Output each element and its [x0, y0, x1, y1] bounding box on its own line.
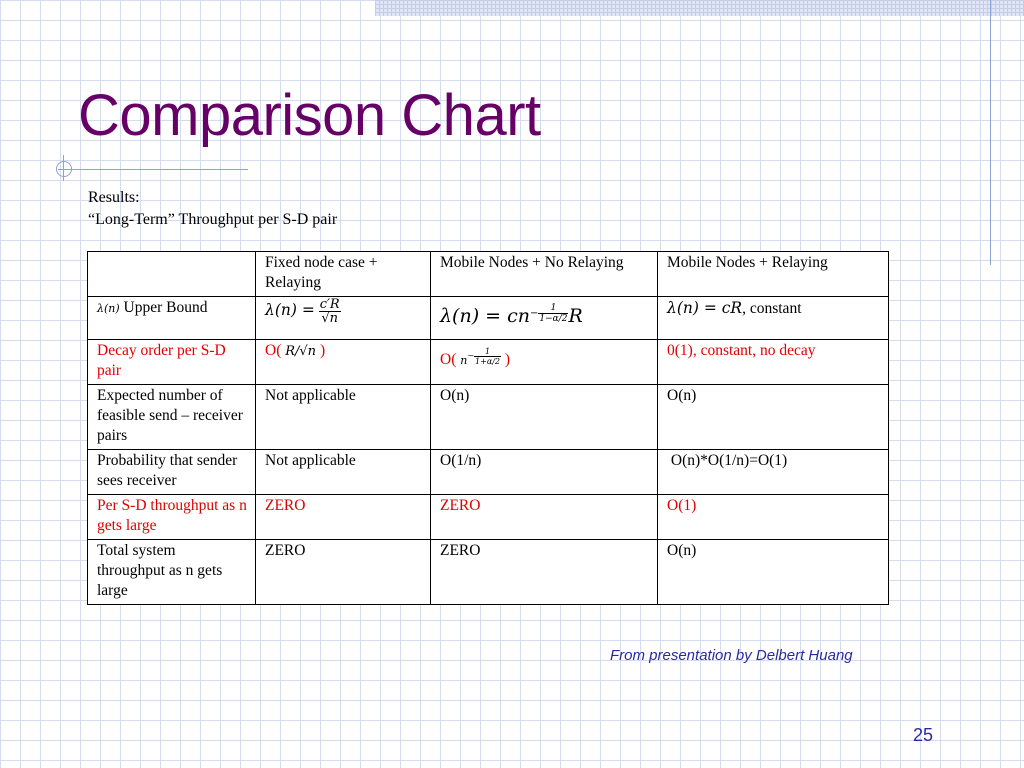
decay-fixed-math: R/√n [285, 344, 317, 359]
relay-bound-text: , constant [742, 300, 802, 317]
relay-bound-math: λ(n) = cR [667, 299, 743, 317]
fixed-bound-denominator: √n [321, 311, 339, 326]
decor-vertical-line [990, 0, 991, 265]
decay-fixed-close: ) [319, 342, 326, 359]
decay-fixed-cell [256, 340, 431, 385]
decay-relay-cell: 0(1), constant, no decay [658, 340, 889, 385]
upper-bound-label-cell [88, 297, 256, 340]
top-decor-band [375, 0, 1024, 16]
fixed-bound-lhs: λ(n) = [265, 301, 315, 320]
decay-no-relay-math: n [460, 354, 468, 368]
row-relay-value: O(n) [658, 540, 889, 605]
upper-bound-fixed-cell [256, 297, 431, 340]
row-label: Per S-D throughput as n gets large [88, 495, 256, 540]
decay-fixed-open: O( [265, 342, 282, 359]
header-mobile-no-relaying: Mobile Nodes + No Relaying [431, 252, 658, 297]
table-row-feasible-pairs [88, 385, 889, 450]
row-label: Total system throughput as n gets large [88, 540, 256, 605]
row-fixed-value: ZERO [256, 540, 431, 605]
no-relay-exp-denominator: 1−α/2 [539, 314, 568, 324]
decor-horizontal-line [58, 169, 248, 170]
no-relay-bound-lhs: λ(n) = cn [440, 305, 530, 328]
table-row-per-sd-throughput [88, 495, 889, 540]
upper-bound-label: Upper Bound [123, 299, 208, 316]
credit-note: From presentation by Delbert Huang [610, 647, 853, 664]
row-relay-value: O(1) [658, 495, 889, 540]
table-row-total-throughput [88, 540, 889, 605]
decay-no-relay-close: ) [504, 351, 511, 369]
no-relay-bound-tail: R [568, 305, 583, 328]
row-no-relay-value: ZERO [431, 540, 658, 605]
header-mobile-relaying: Mobile Nodes + Relaying [658, 252, 889, 297]
row-fixed-value: ZERO [256, 495, 431, 540]
fixed-bound-numerator: c′R [319, 297, 340, 312]
decor-ring-icon [56, 161, 72, 177]
results-subtitle: “Long-Term” Throughput per S-D pair [88, 211, 338, 228]
row-relay-value: O(n) [658, 385, 889, 450]
decay-no-relay-cell: O( $n^{- \frac{1}{1+\alpha/2}}$ ) [431, 340, 658, 385]
decay-no-relay-open: O( [440, 351, 457, 369]
header-cell-empty [88, 252, 256, 297]
slide-title: Comparison Chart [78, 83, 541, 148]
fixed-bound-fraction [319, 298, 341, 325]
upper-bound-no-relay-cell: $\lambda(n) = cn^{- \frac{1}{1-\alpha/2}}$ R [431, 297, 658, 340]
row-fixed-value: Not applicable [256, 450, 431, 495]
lambda-n-math: λ(n) [97, 302, 120, 315]
table-header-row [88, 252, 889, 297]
table-row-upper-bound [88, 297, 889, 340]
page-number: 25 [913, 725, 934, 745]
row-label: Probability that sender sees receiver [88, 450, 256, 495]
upper-bound-relay-cell [658, 297, 889, 340]
decay-no-relay-exp-denominator: 1+α/2 [475, 356, 501, 366]
header-fixed-relaying: Fixed node case + Relaying [256, 252, 431, 297]
comparison-table [87, 251, 889, 605]
table-row-probability [88, 450, 889, 495]
decay-no-relay-exp-numerator: 1 [474, 347, 501, 357]
row-no-relay-value: O(1/n) [431, 450, 658, 495]
row-relay-value: O(n)*O(1/n)=O(1) [658, 450, 889, 495]
row-label: Expected number of feasible send – receiver pairs [88, 385, 256, 450]
table-row-decay-order [88, 340, 889, 385]
no-relay-exp-numerator: 1 [538, 303, 568, 314]
row-no-relay-value: ZERO [431, 495, 658, 540]
decay-label: Decay order per S-D pair [88, 340, 256, 385]
row-no-relay-value: O(n) [431, 385, 658, 450]
results-block [88, 187, 337, 231]
row-fixed-value: Not applicable [256, 385, 431, 450]
results-label: Results: [88, 189, 140, 206]
